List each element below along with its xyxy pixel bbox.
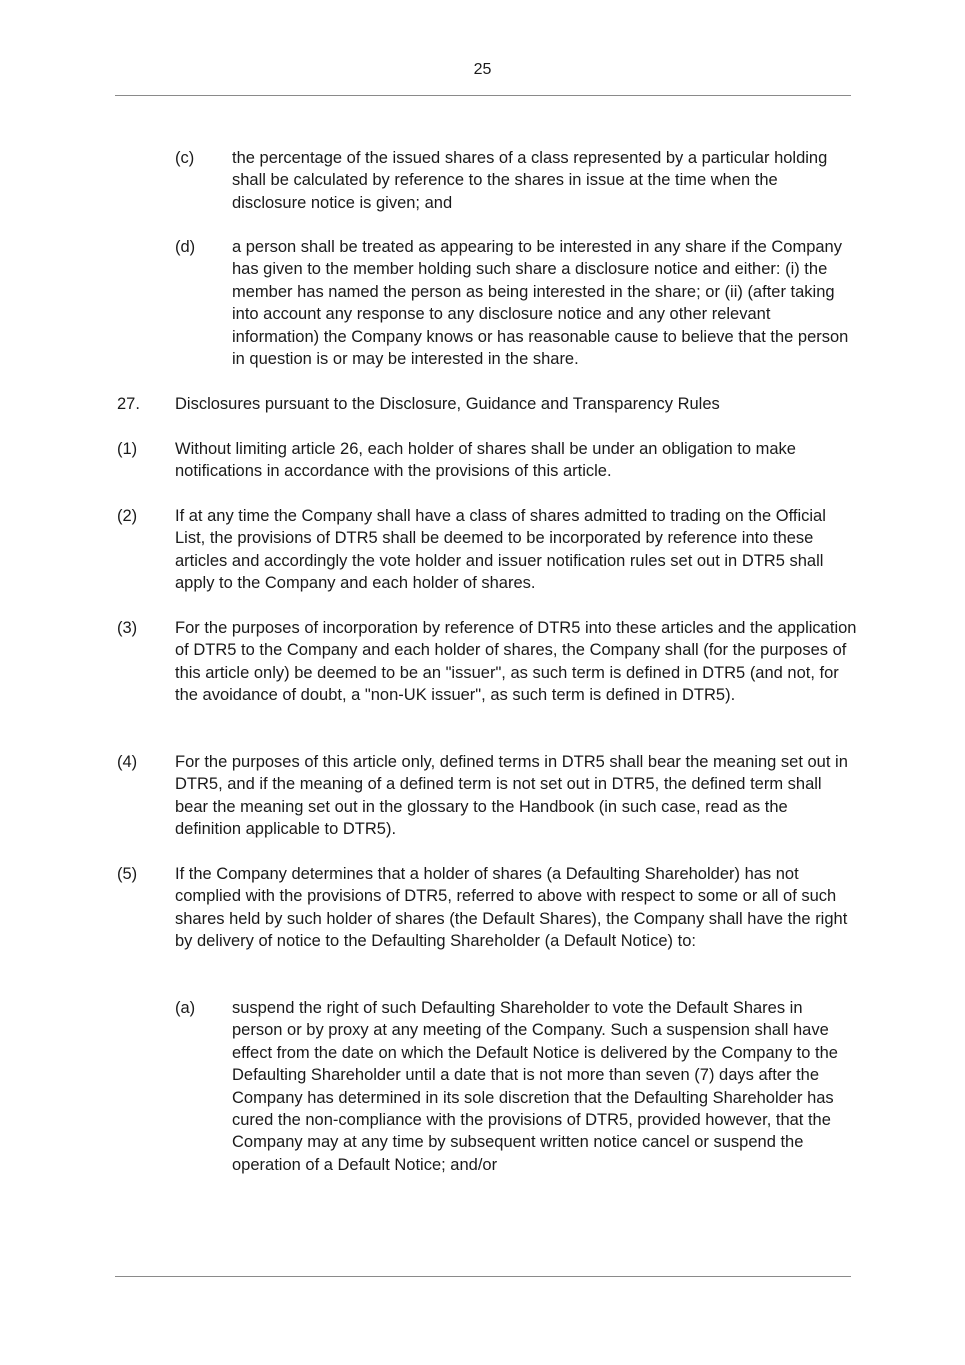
paragraph-label: (5) [117,865,138,883]
paragraph-3 [117,617,857,707]
paragraph-text: Without limiting article 26, each holder of shares shall be under an obligation to make notifications in accordance with the provisions of this article. [175,440,796,481]
paragraph-4 [117,751,857,841]
paragraph-text: If at any time the Company shall have a class of shares admitted to trading on the Official List, the provisions of DTR5 shall be deemed to be incorporated by reference into these articles and accordingly the vote holder and issuer notification rules set out in DTR5 shall apply to the Company and each holder of shares. [175,507,826,593]
clause-label: (a) [175,999,196,1017]
clause-text: a person shall be treated as appearing to be interested in any share if the Company has given to the member holding such share a disclosure notice and either: (i) the member has named the person as being interested in the share; or (ii) (after taking into account any response to any disclosure notice and any other relevant information) the Company knows or has reasonable cause to believe that the person in question is or may be interested in the share. [232,238,849,369]
paragraph-label: (3) [117,619,138,637]
clause-label: (c) [175,149,195,167]
clause-a [175,997,855,1176]
paragraph-1 [117,438,857,483]
footer-rule [115,1276,851,1277]
clause-label: (d) [175,238,196,256]
paragraph-label: (2) [117,507,138,525]
clause-text: the percentage of the issued shares of a class represented by a particular holding shall be calculated by reference to the shares in issue at the time when the disclosure notice is given; and [232,149,828,212]
paragraph-text: For the purposes of this article only, defined terms in DTR5 shall bear the meaning set out in DTR5, and if the meaning of a defined term is not set out in DTR5, the defined term shall bear the meaning set out in the glossary to the Handbook (in such case, read as the definition applicable to DTR5). [175,753,848,839]
paragraph-label: (4) [117,753,138,771]
article-27-heading [117,393,857,415]
header-rule [115,95,851,96]
clause-c [175,147,855,214]
clause-d [175,236,855,370]
paragraph-text: For the purposes of incorporation by reference of DTR5 into these articles and the application of DTR5 to the Company and each holder of shares, the Company shall (for the purposes of this article only) be deemed to be an "issuer", as such term is defined in DTR5 (and not, for the avoidance of doubt, a "non-UK issuer", as such term is defined in DTR5). [175,619,857,705]
paragraph-5 [117,863,857,953]
article-number: 27. [117,395,140,413]
paragraph-text: If the Company determines that a holder of shares (a Defaulting Shareholder) has not complied with the provisions of DTR5, referred to above with respect to some or all of such shares held by such holder of shares (the Default Shares), the Company shall have the right by delivery of notice to the Defaulting Shareholder (a Default Notice) to: [175,865,848,951]
article-title: Disclosures pursuant to the Disclosure, Guidance and Transparency Rules [175,395,720,413]
page-number: 25 [473,61,492,78]
paragraph-label: (1) [117,440,138,458]
paragraph-2 [117,505,857,595]
clause-text: suspend the right of such Defaulting Shareholder to vote the Default Shares in person or by proxy at any meeting of the Company. Such a suspension shall have effect from the date on which the Default Notice is delivered by the Company to the Defaulting Shareholder until a date that is not more than seven (7) days after the Company has determined in its sole discretion that the Defaulting Shareholder has cured the non-compliance with the provisions of DTR5, provided however, that the Company may at any time by subsequent written notice cancel or suspend the operation of a Default Notice; and/or [232,999,838,1174]
